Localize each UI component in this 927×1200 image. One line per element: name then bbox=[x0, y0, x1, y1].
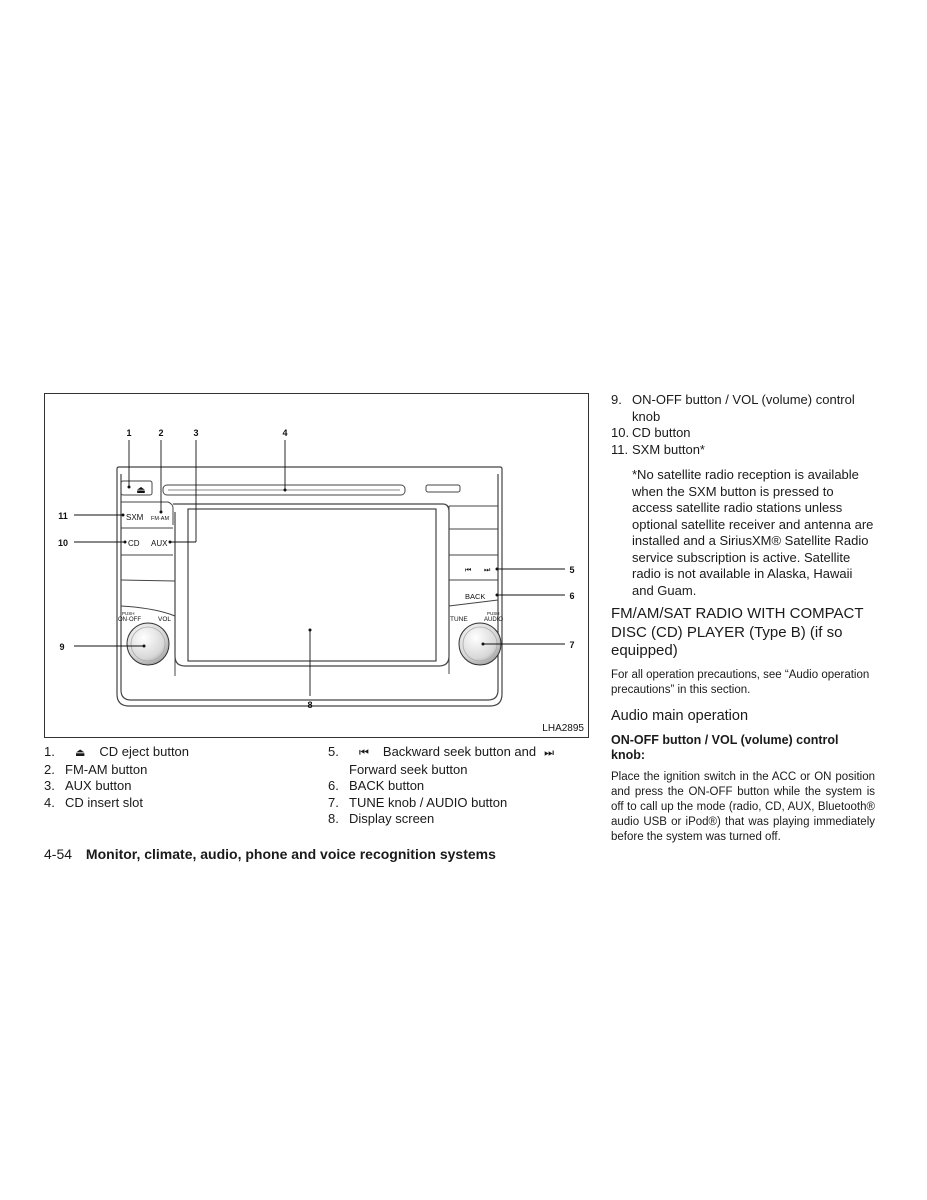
callout-11: 11 bbox=[58, 511, 68, 521]
callout-10: 10 bbox=[57, 538, 69, 548]
section-paragraph: For all operation precautions, see “Audio operation precautions” in this section. bbox=[611, 668, 870, 696]
forward-seek-icon: ⏭ bbox=[544, 747, 555, 759]
legend-num: 5. bbox=[328, 744, 339, 759]
aux-label: AUX bbox=[151, 539, 168, 548]
legend-num: 1. bbox=[44, 744, 55, 759]
legend-text: TUNE knob / AUDIO button bbox=[349, 794, 508, 810]
callout-6: 6 bbox=[569, 591, 575, 601]
list-text: CD button bbox=[632, 425, 691, 440]
legend-right bbox=[328, 744, 590, 828]
cd-label: CD bbox=[128, 539, 140, 548]
legend-item bbox=[44, 795, 304, 812]
radio-diagram bbox=[45, 394, 590, 739]
list-text: ON-OFF button / VOL (volume) control knob bbox=[632, 392, 855, 424]
forward-seek-icon: ⏭ bbox=[484, 567, 491, 574]
fm-am-label: FM·AM bbox=[151, 516, 170, 522]
display-bezel bbox=[173, 504, 449, 666]
callout-1: 1 bbox=[126, 428, 132, 438]
push-label-left: PUSH bbox=[122, 611, 135, 616]
numbered-list bbox=[611, 392, 875, 458]
legend-left bbox=[44, 744, 304, 811]
legend-item bbox=[328, 811, 590, 828]
legend-num: 3. bbox=[44, 778, 55, 793]
right-column bbox=[611, 392, 875, 845]
list-item bbox=[611, 425, 875, 442]
tune-label: TUNE bbox=[450, 616, 468, 623]
callout-2: 2 bbox=[158, 428, 164, 438]
legend-item bbox=[44, 778, 304, 795]
callout-9: 9 bbox=[59, 642, 65, 652]
backward-seek-icon: ⏮ bbox=[465, 567, 472, 574]
callout-4: 4 bbox=[282, 428, 288, 438]
legend-text: CD eject button bbox=[99, 744, 190, 759]
section-heading: FM/AM/SAT RADIO WITH COMPACT DISC (CD) PLAYER (Type B) (if so equipped) bbox=[611, 605, 864, 659]
eject-icon: ⏏ bbox=[136, 485, 146, 496]
legend-item bbox=[44, 744, 304, 762]
callout-3: 3 bbox=[193, 428, 199, 438]
legend-item bbox=[328, 795, 590, 812]
eject-icon: ⏏ bbox=[75, 747, 86, 759]
list-num: 9. bbox=[611, 392, 622, 407]
vol-label: VOL bbox=[158, 616, 172, 623]
page-number: 4-54 bbox=[44, 846, 73, 862]
push-label-right: PUSH bbox=[487, 611, 500, 616]
legend-text: BACK button bbox=[349, 778, 425, 793]
callout-5: 5 bbox=[569, 565, 575, 575]
vol-knob bbox=[127, 623, 169, 665]
legend-num: 8. bbox=[328, 811, 339, 826]
legend-num: 6. bbox=[328, 778, 339, 793]
list-num: 10. bbox=[611, 425, 630, 440]
body-paragraph: Place the ignition switch in the ACC or ON position and press the ON-OFF button while the system is off to call up the mode (radio, CD, AUX, Bluetooth® audio USB or iPod®) that was playing immediately before the system was turned off. bbox=[611, 770, 875, 843]
sxm-label: SXM bbox=[126, 513, 144, 522]
bold-heading: ON-OFF button / VOL (volume) control knob: bbox=[611, 732, 839, 762]
audio-label: AUDIO bbox=[484, 617, 504, 623]
legend-item bbox=[328, 778, 590, 795]
back-label: BACK bbox=[465, 592, 486, 601]
list-text: SXM button* bbox=[632, 441, 705, 457]
backward-seek-icon: ⏮ bbox=[359, 747, 369, 759]
legend-num: 2. bbox=[44, 761, 55, 777]
chapter-title: Monitor, climate, audio, phone and voice recognition systems bbox=[85, 846, 496, 862]
satellite-note: *No satellite radio reception is available when the SXM button is pressed to access satellite radio stations unless optional satellite receiver and antenna are installed and a SiriusXM® Satellite Radio service subscription is active. Satellite radio is not available in Alaska, Hawaii and Guam. bbox=[632, 467, 874, 598]
list-item bbox=[611, 392, 875, 425]
top-row bbox=[121, 481, 460, 495]
legend-text: CD insert slot bbox=[65, 794, 144, 810]
legend-text: FM-AM button bbox=[65, 761, 148, 777]
legend-item bbox=[44, 762, 304, 779]
on-off-label: ON·OFF bbox=[118, 617, 141, 623]
legend-text: Forward seek button bbox=[349, 761, 468, 777]
legend-item bbox=[328, 744, 590, 778]
legend-num: 7. bbox=[328, 794, 339, 810]
list-item bbox=[611, 442, 875, 459]
legend-text: Backward seek button and bbox=[382, 744, 537, 759]
callout-8: 8 bbox=[307, 700, 313, 710]
sub-heading: Audio main operation bbox=[611, 707, 749, 724]
legend-num: 4. bbox=[44, 794, 55, 810]
page-footer bbox=[44, 846, 496, 862]
radio-figure bbox=[44, 393, 589, 738]
display-screen bbox=[188, 509, 436, 661]
legend-text: AUX button bbox=[65, 778, 132, 793]
figure-code: LHA2895 bbox=[542, 723, 584, 734]
legend-text: Display screen bbox=[349, 811, 435, 826]
list-num: 11. bbox=[611, 441, 629, 457]
callout-7: 7 bbox=[569, 640, 575, 650]
